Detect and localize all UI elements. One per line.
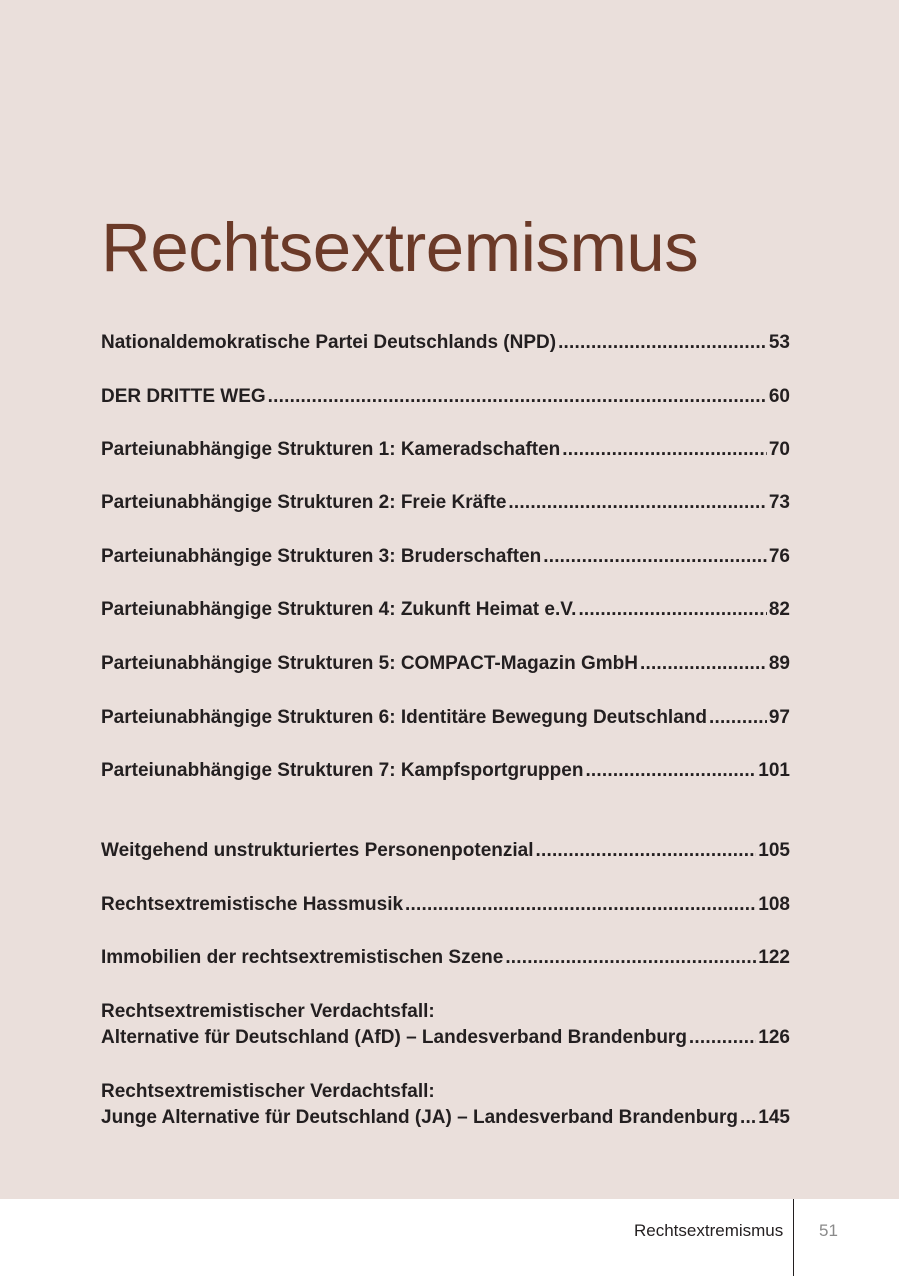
toc-entry-text: Parteiunabhängige Strukturen 7: Kampfsportgruppen [101,760,584,781]
toc-entry-text: Weitgehend unstrukturiertes Personenpotenzial [101,840,534,861]
toc-entry-freie-kraefte[interactable] [101,490,790,516]
toc-entry-ja[interactable] [101,1079,790,1131]
dot-leader [543,544,767,570]
toc-entry-heading: Rechtsextremistischer Verdachtsfall: [101,1081,435,1102]
toc-entry-text: Junge Alternative für Deutschland (JA) – Landesverband Brandenburg [101,1107,738,1128]
toc-entry-dritte-weg[interactable] [101,384,790,410]
toc-entry-kampfsport[interactable] [101,758,790,784]
footer-page-number: 51 [819,1221,838,1240]
toc-entry-text: Alternative für Deutschland (AfD) – Landesverband Brandenburg [101,1027,687,1048]
dot-leader [578,597,766,623]
toc-entry-npd[interactable] [101,330,790,356]
dot-leader [505,945,756,971]
page-title: Rechtsextremismus [101,209,699,286]
toc-entry-page: 122 [758,947,790,968]
dot-leader [562,437,767,463]
toc-entry-text: Parteiunabhängige Strukturen 5: COMPACT-Magazin GmbH [101,653,638,674]
toc-entry-kameradschaften[interactable] [101,437,790,463]
dot-leader [640,651,767,677]
toc-entry-page: 126 [758,1027,790,1048]
dot-leader [508,490,766,516]
dot-leader [740,1105,756,1131]
toc-entry-bruderschaften[interactable] [101,544,790,570]
dot-leader [558,330,767,356]
dot-leader [585,758,756,784]
toc-entry-identitaere[interactable] [101,705,790,731]
footer-divider [793,1199,794,1276]
toc-entry-page: 70 [768,439,790,460]
toc-entry-text: DER DRITTE WEG [101,386,266,407]
toc-entry-hassmusik[interactable] [101,892,790,918]
dot-leader [709,705,767,731]
dot-leader [536,838,757,864]
dot-leader [689,1025,756,1051]
toc-entry-heading: Rechtsextremistischer Verdachtsfall: [101,1001,435,1022]
toc-entry-text: Parteiunabhängige Strukturen 2: Freie Kräfte [101,492,507,513]
toc-entry-page: 89 [768,653,790,674]
toc-entry-page: 53 [768,332,790,353]
toc-entry-compact[interactable] [101,651,790,677]
toc-entry-page: 60 [768,386,790,407]
toc-entry-page: 73 [768,492,790,513]
toc-entry-text: Parteiunabhängige Strukturen 4: Zukunft Heimat e.V. [101,599,577,620]
toc-entry-immobilien[interactable] [101,945,790,971]
toc-entry-page: 97 [768,707,790,728]
toc-entry-text: Rechtsextremistische Hassmusik [101,894,404,915]
toc-entry-text: Immobilien der rechtsextremistischen Szene [101,947,504,968]
toc-entry-afd[interactable] [101,999,790,1051]
toc-entry-zukunft-heimat[interactable] [101,597,790,623]
toc-entry-page: 105 [758,840,790,861]
toc-entry-text: Parteiunabhängige Strukturen 1: Kameradschaften [101,439,561,460]
toc-entry-page: 82 [768,599,790,620]
toc-entry-page: 108 [758,894,790,915]
dot-leader [405,892,756,918]
toc-entry-page: 145 [758,1107,790,1128]
footer-section-label: Rechtsextremismus [634,1221,784,1240]
toc-entry-text: Parteiunabhängige Strukturen 3: Bruderschaften [101,546,542,567]
dot-leader [268,384,767,410]
toc-entry-text: Parteiunabhängige Strukturen 6: Identitäre Bewegung Deutschland [101,707,707,728]
toc-entry-personenpotenzial[interactable] [101,838,790,864]
toc-entry-text: Nationaldemokratische Partei Deutschlands (NPD) [101,332,557,353]
toc-entry-page: 76 [768,546,790,567]
toc-entry-page: 101 [758,760,790,781]
